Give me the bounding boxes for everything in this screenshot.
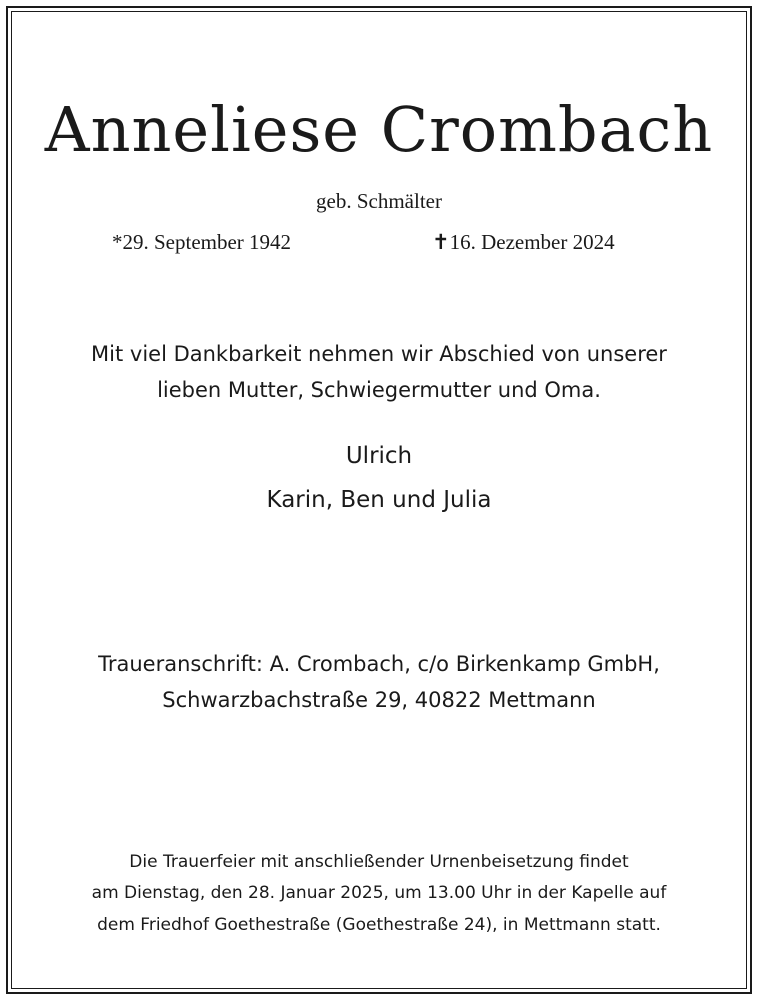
mourning-address-line-2: Schwarzbachstraße 29, 40822 Mettmann — [162, 688, 596, 712]
death-date: ✝16. Dezember 2024 — [432, 230, 615, 254]
life-dates — [0, 229, 758, 257]
family-line-1: Ulrich — [345, 443, 413, 469]
farewell-message-line-1: Mit viel Dankbarkeit nehmen wir Abschied von unserer — [91, 342, 667, 366]
service-info-line-2: am Dienstag, den 28. Januar 2025, um 13.00 Uhr in der Kapelle auf — [91, 883, 667, 903]
mourning-address-line-1: Traueranschrift: A. Crombach, c/o Birkenkamp GmbH, — [98, 652, 660, 676]
deceased-name: Anneliese Crombach — [44, 93, 714, 166]
maiden-name: geb. Schmälter — [316, 189, 442, 213]
family-line-2: Karin, Ben und Julia — [266, 487, 492, 513]
service-info-line-1: Die Trauerfeier mit anschließender Urnenbeisetzung findet — [129, 852, 629, 872]
service-info-line-3: dem Friedhof Goethestraße (Goethestraße 24), in Mettmann statt. — [97, 915, 661, 935]
birth-date: *29. September 1942 — [112, 230, 292, 254]
farewell-message-line-2: lieben Mutter, Schwiegermutter und Oma. — [157, 378, 601, 402]
